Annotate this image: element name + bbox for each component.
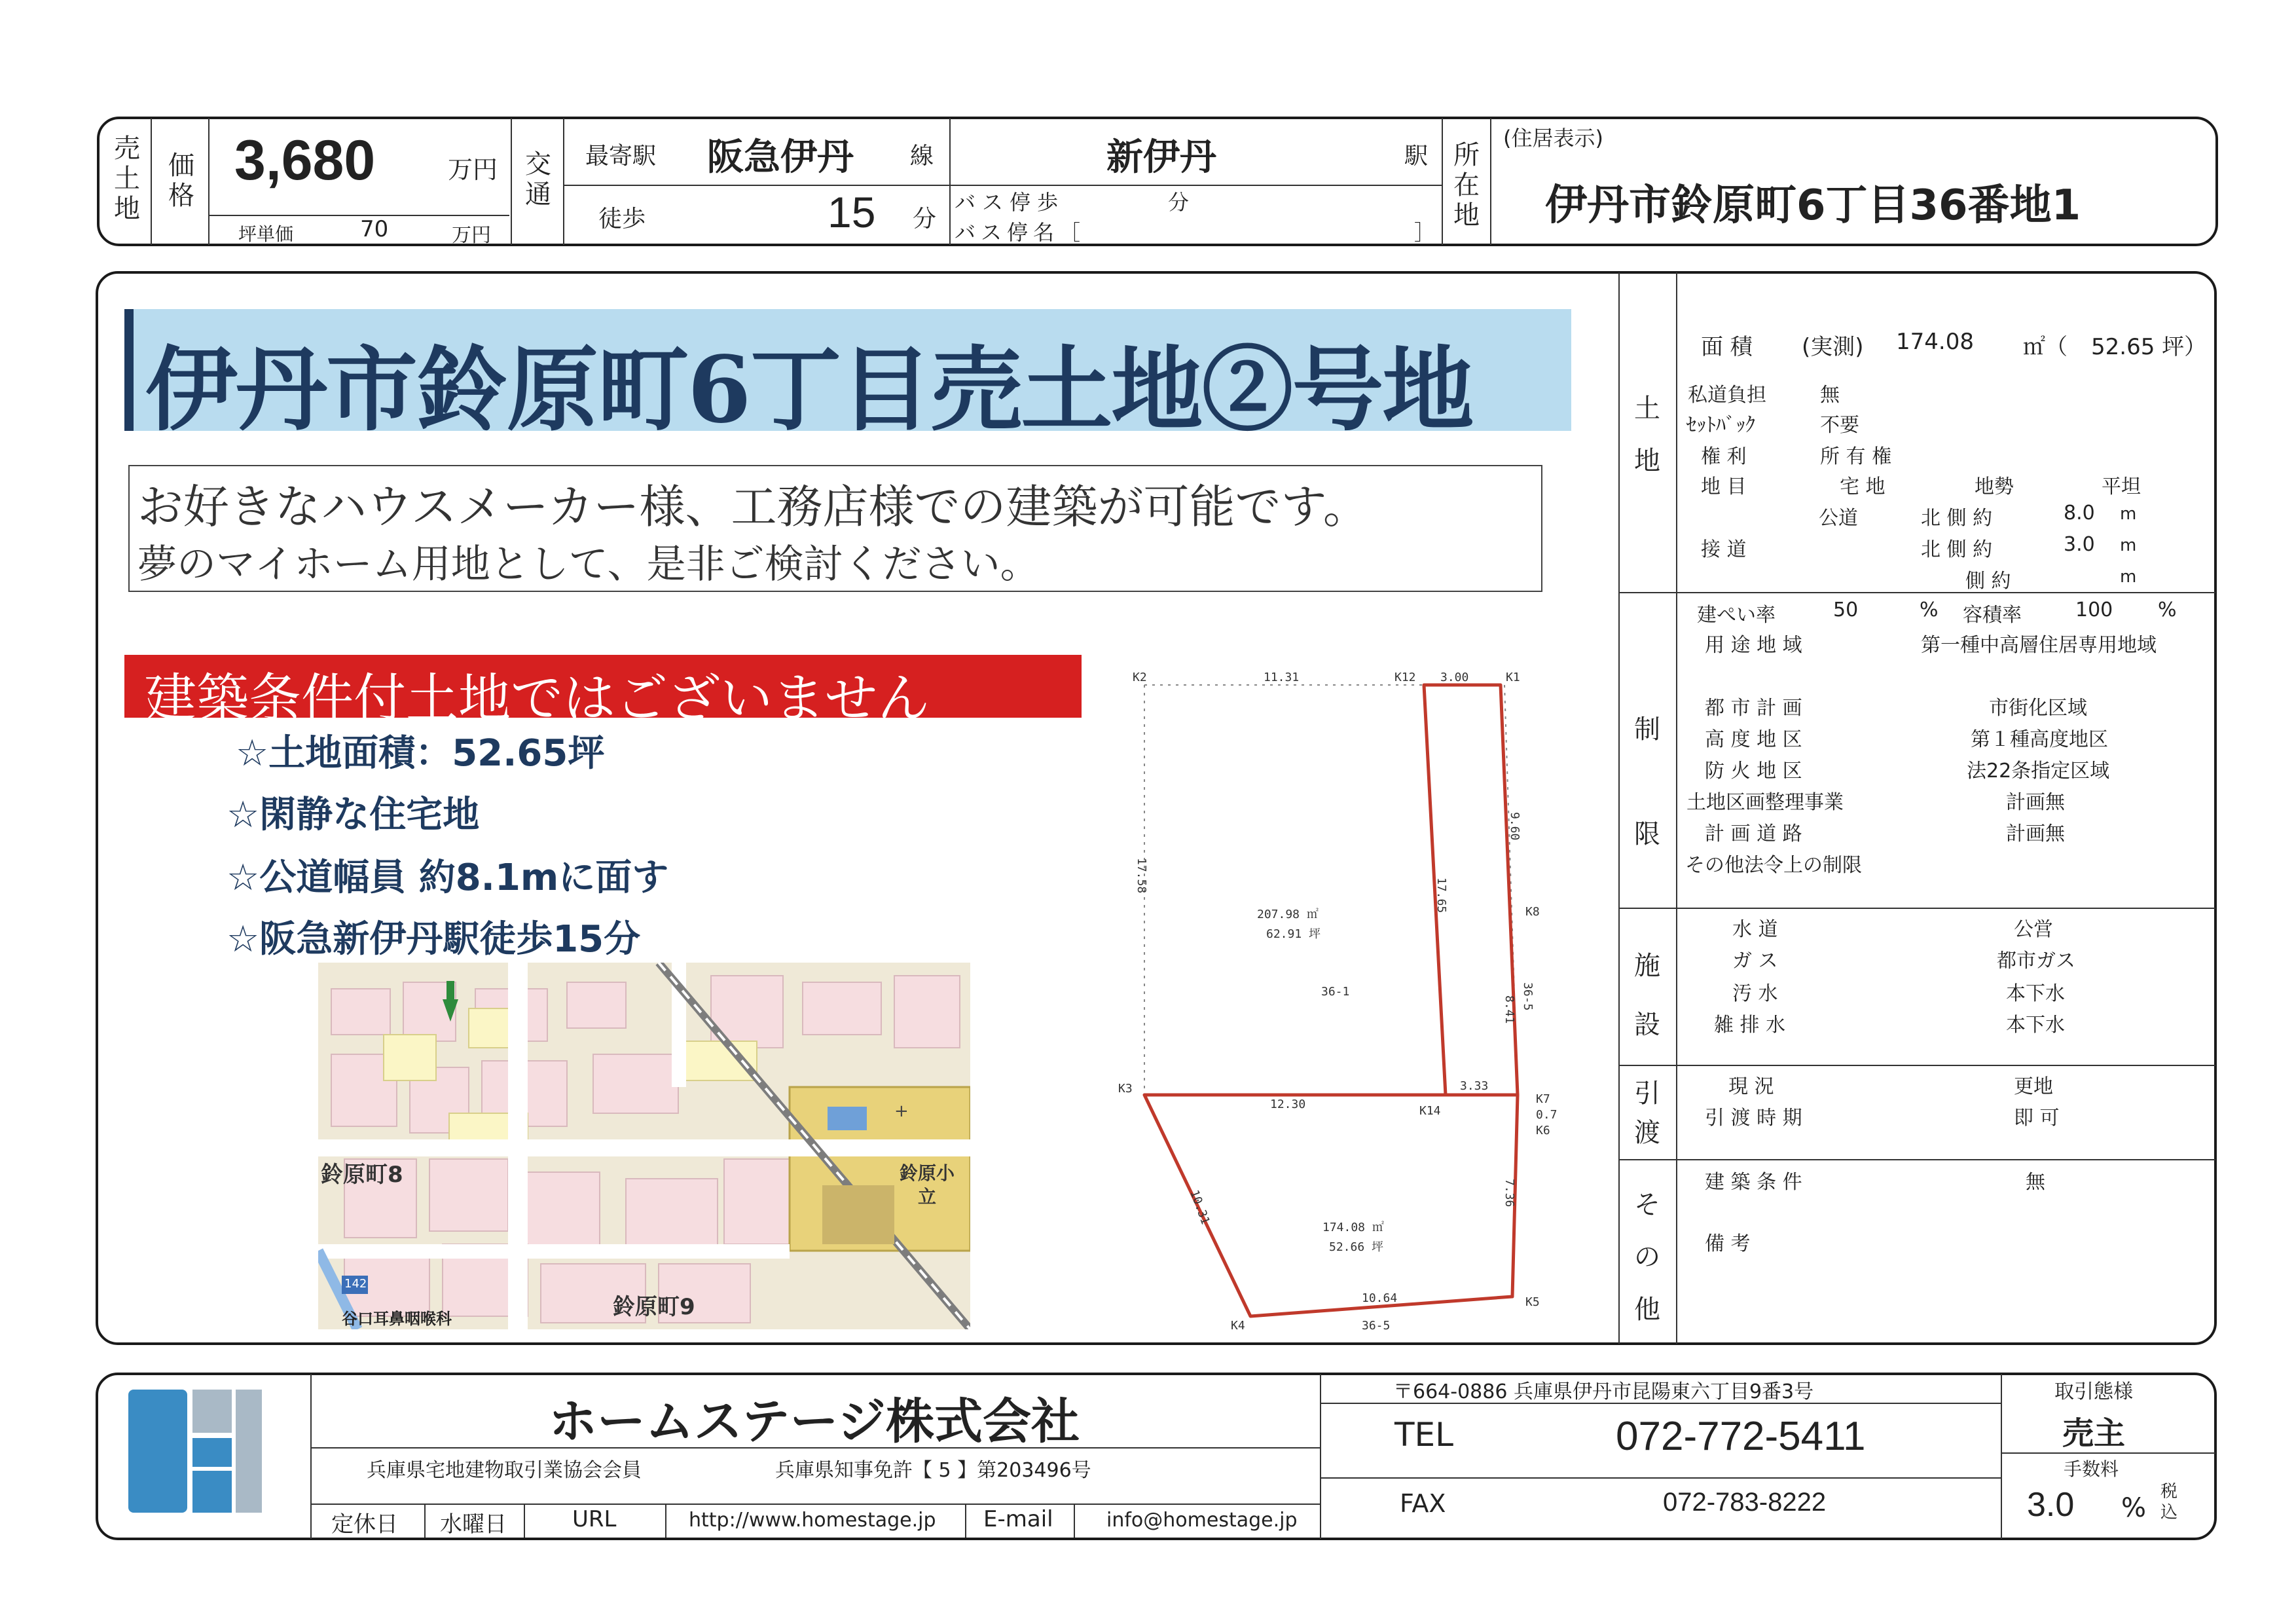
height-value: 第１種高度地区 xyxy=(1971,728,2108,751)
deal-label: 取引態様 xyxy=(2054,1380,2133,1403)
survey-label: K5 xyxy=(1525,1295,1540,1309)
footer-divider xyxy=(1074,1504,1075,1538)
landcat-value: 宅 地 xyxy=(1840,475,1886,498)
water-label: 水 道 xyxy=(1732,918,1778,941)
fee-value: 3.0 xyxy=(2027,1486,2075,1524)
email-label: E-mail xyxy=(983,1506,1053,1532)
road-unit-2: m xyxy=(2120,536,2137,555)
private-road-label: 私道負担 xyxy=(1688,384,1766,407)
footer-divider xyxy=(310,1504,1320,1505)
bus-name-close: ］ xyxy=(1414,220,1436,245)
company-address: 〒664-0886 兵庫県伊丹市昆陽東六丁目9番3号 xyxy=(1393,1380,1814,1403)
spec-divider xyxy=(1618,908,2215,909)
setback-label: ｾｯﾄﾊﾞｯｸ xyxy=(1686,414,1755,437)
station-suffix: 駅 xyxy=(1404,143,1429,170)
plannedroad-label: 計 画 道 路 xyxy=(1705,822,1802,845)
usezone-label: 用 途 地 域 xyxy=(1705,634,1802,657)
handover-time-value: 即 可 xyxy=(2014,1107,2060,1130)
feature-item: ☆公道幅員 約8.1mに面す xyxy=(227,857,669,899)
tax-note: 税込 xyxy=(2160,1482,2178,1522)
area-unit: ㎡（ xyxy=(2023,334,2068,360)
tsubo-label: 坪単価 xyxy=(238,223,294,245)
tel-label: TEL xyxy=(1394,1416,1453,1454)
far-label: 容積率 xyxy=(1963,604,2022,627)
rights-label: 権 利 xyxy=(1701,445,1747,468)
survey-label: K8 xyxy=(1525,905,1540,919)
status-label: 現 況 xyxy=(1728,1075,1774,1098)
bus-walk-label: バス停歩 xyxy=(955,190,1065,215)
map-label-school: 鈴原小 xyxy=(900,1162,955,1184)
survey-dim: 3.33 xyxy=(1460,1079,1489,1093)
survey-dim: 8.41 xyxy=(1503,995,1516,1024)
survey-lot: 36-1 xyxy=(1321,985,1350,999)
footer-divider xyxy=(424,1504,426,1538)
footer-divider xyxy=(524,1504,525,1538)
survey-plot xyxy=(1113,661,1584,1342)
footer-divider xyxy=(1320,1477,2001,1479)
banner-text: 建築条件付土地ではございません xyxy=(144,668,930,729)
access-label: 接 道 xyxy=(1701,538,1747,561)
plannedroad-value: 計画無 xyxy=(2006,822,2065,845)
survey-label: K7 xyxy=(1536,1092,1550,1106)
handover-time-label: 引 渡 時 期 xyxy=(1705,1107,1802,1130)
remarks-label: 備 考 xyxy=(1705,1232,1751,1255)
price-unit: 万円 xyxy=(448,155,498,184)
divider xyxy=(208,215,509,216)
bus-name-label: バス停名［ xyxy=(955,220,1086,245)
map-label-clinic: 谷口耳鼻咽喉科 xyxy=(342,1310,452,1328)
divider xyxy=(151,118,152,245)
survey-lot: 36-5 xyxy=(1521,982,1535,1011)
divider xyxy=(949,118,951,245)
map-label-area-9: 鈴原町9 xyxy=(613,1294,695,1320)
survey-area: 207.98 ㎡ xyxy=(1257,908,1319,921)
footer-divider xyxy=(310,1374,312,1539)
water-value: 公営 xyxy=(2014,918,2053,941)
holiday-value: 水曜日 xyxy=(440,1511,507,1538)
feature-item: ☆阪急新伊丹駅徒歩15分 xyxy=(227,918,641,961)
footer-divider xyxy=(965,1504,966,1538)
survey-area: 62.91 坪 xyxy=(1266,927,1321,941)
bcr-value: 50 xyxy=(1833,599,1859,621)
sewage-label: 汚 水 xyxy=(1732,982,1778,1005)
gas-label: ガ ス xyxy=(1732,950,1778,972)
road-side-3: 側 約 xyxy=(1965,570,2011,593)
survey-area: 52.66 坪 xyxy=(1329,1240,1384,1254)
survey-label: K3 xyxy=(1118,1082,1133,1096)
tsubo-unit: 万円 xyxy=(452,224,491,247)
survey-dim: 7.36 xyxy=(1503,1179,1516,1208)
url-link[interactable]: http://www.homestage.jp xyxy=(689,1509,936,1532)
feature-item: ☆閑静な住宅地 xyxy=(227,794,480,836)
map-drawing xyxy=(318,963,970,1329)
transport-label: 交通 xyxy=(525,149,551,210)
company-name: ホームステージ株式会社 xyxy=(549,1393,1080,1450)
land-section-label: 土地 xyxy=(1634,394,1660,476)
map-label-route: 142 xyxy=(344,1277,367,1291)
bcr-pct: % xyxy=(1920,599,1939,621)
map-label-area-8: 鈴原町8 xyxy=(321,1162,403,1188)
survey-dim: 12.30 xyxy=(1270,1098,1306,1111)
bcr-label: 建ぺい率 xyxy=(1697,604,1776,627)
intro-line-1: お好きなハウスメーカー様、工務店様での建築が可能です。 xyxy=(137,480,1369,534)
survey-dim: 9.60 xyxy=(1508,812,1522,841)
other-section-label: その他 xyxy=(1634,1190,1660,1325)
road-width-2: 3.0 xyxy=(2064,533,2095,556)
setback-value: 不要 xyxy=(1820,414,1859,437)
footer-divider xyxy=(310,1447,1320,1449)
survey-dim: 10.31 xyxy=(1187,1188,1212,1227)
spec-divider xyxy=(1618,592,2215,593)
survey-dim: 17.58 xyxy=(1135,858,1148,894)
readjust-label: 土地区画整理事業 xyxy=(1686,791,1844,814)
bus-walk-unit: 分 xyxy=(1168,190,1190,215)
other-law-label: その他法令上の制限 xyxy=(1685,854,1862,877)
footer-divider xyxy=(1320,1403,2001,1404)
terrain-label: 地勢 xyxy=(1975,475,2014,498)
area-tsubo: 52.65 坪） xyxy=(2091,334,2207,360)
email-link[interactable]: info@homestage.jp xyxy=(1106,1509,1298,1532)
survey-label: K2 xyxy=(1133,671,1147,684)
footer-divider xyxy=(1320,1374,1321,1539)
survey-dim: 3.00 xyxy=(1440,671,1469,684)
road-unit-1: m xyxy=(2120,504,2137,524)
location-label: 所在地 xyxy=(1453,140,1480,231)
divider xyxy=(1490,118,1491,245)
type-label: 売土地 xyxy=(114,134,140,224)
association: 兵庫県宅地建物取引業協会会員 xyxy=(367,1459,642,1482)
address-note: (住居表示) xyxy=(1503,126,1603,151)
spec-divider xyxy=(1618,272,1620,1344)
gas-value: 都市ガス xyxy=(1997,950,2075,972)
survey-dim: 0.7 xyxy=(1536,1108,1558,1122)
condition-value: 無 xyxy=(2026,1171,2045,1194)
feature-item: ☆土地面積：52.65坪 xyxy=(236,732,605,775)
road-type: 公道 xyxy=(1819,507,1858,530)
intro-line-2: 夢のマイホーム用地として、是非ご検討ください。 xyxy=(137,542,1040,587)
tsubo-value: 70 xyxy=(360,216,389,242)
divider xyxy=(208,118,210,245)
survey-label: K6 xyxy=(1536,1124,1550,1137)
deal-value: 売主 xyxy=(2062,1415,2126,1452)
area-label: 面 積 xyxy=(1701,334,1753,360)
condition-label: 建 築 条 件 xyxy=(1705,1171,1802,1194)
divider xyxy=(511,118,512,245)
far-pct: % xyxy=(2158,599,2177,621)
status-value: 更地 xyxy=(2014,1075,2053,1098)
usezone-value: 第一種中高層住居専用地域 xyxy=(1921,634,2157,657)
spec-divider xyxy=(1618,1065,2215,1066)
footer-divider xyxy=(2001,1374,2002,1539)
line-name: 阪急伊丹 xyxy=(707,136,854,179)
survey-dim: 11.31 xyxy=(1264,671,1300,684)
svg-text:+: + xyxy=(894,1101,909,1121)
walk-unit: 分 xyxy=(913,206,937,232)
road-unit-3: m xyxy=(2120,567,2137,587)
title-accent-bar xyxy=(124,309,134,431)
tel-number[interactable]: 072-772-5411 xyxy=(1616,1414,1866,1459)
nearest-station-label: 最寄駅 xyxy=(585,143,657,170)
sewage-value: 本下水 xyxy=(2006,982,2065,1005)
holiday-label: 定休日 xyxy=(331,1511,398,1538)
map-label-school-2: 立 xyxy=(918,1186,937,1208)
price-value: 3,680 xyxy=(234,129,376,192)
drain-value: 本下水 xyxy=(2006,1014,2065,1037)
fax-label: FAX xyxy=(1400,1489,1446,1518)
station-name: 新伊丹 xyxy=(1106,136,1216,179)
handover-section-label: 引渡 xyxy=(1634,1079,1660,1148)
line-suffix: 線 xyxy=(910,143,934,170)
spec-divider xyxy=(1618,1159,2215,1160)
private-road-value: 無 xyxy=(1820,384,1840,407)
address: 伊丹市鈴原町6丁目36番地1 xyxy=(1545,181,2081,230)
drain-label: 雑 排 水 xyxy=(1714,1014,1786,1037)
divider xyxy=(563,118,564,245)
road-width-1: 8.0 xyxy=(2064,502,2095,525)
cityplan-value: 市街化区域 xyxy=(1989,697,2087,720)
road-north-2: 北 側 約 xyxy=(1921,538,1993,561)
license: 兵庫県知事免許【 5 】第203496号 xyxy=(775,1459,1091,1482)
survey-lot: 36-5 xyxy=(1362,1319,1391,1333)
fire-label: 防 火 地 区 xyxy=(1705,760,1802,783)
spec-divider xyxy=(1676,272,1677,1344)
url-label: URL xyxy=(572,1506,617,1532)
fee-label: 手数料 xyxy=(2064,1458,2119,1480)
facility-section-label: 施設 xyxy=(1634,951,1660,1040)
road-north-1: 北 側 約 xyxy=(1921,507,1993,530)
walk-label: 徒歩 xyxy=(598,206,646,232)
landcat-label: 地 目 xyxy=(1701,475,1747,498)
rights-value: 所 有 権 xyxy=(1820,445,1892,468)
far-value: 100 xyxy=(2075,599,2113,621)
divider xyxy=(1442,118,1443,245)
height-label: 高 度 地 区 xyxy=(1705,728,1802,751)
footer-divider xyxy=(2001,1452,2215,1454)
terrain-value: 平坦 xyxy=(2102,475,2141,498)
area-note: (実測) xyxy=(1802,334,1864,360)
survey-label: K1 xyxy=(1506,671,1520,684)
area-m2: 174.08 xyxy=(1896,329,1974,355)
page-title: 伊丹市鈴原町6丁目売土地②号地 xyxy=(145,337,1473,444)
survey-label: K14 xyxy=(1419,1104,1441,1118)
location-map xyxy=(318,963,970,1329)
readjust-value: 計画無 xyxy=(2006,791,2065,814)
cityplan-label: 都 市 計 画 xyxy=(1705,697,1802,720)
fire-value: 法22条指定区域 xyxy=(1967,760,2110,783)
company-logo xyxy=(128,1390,279,1514)
walk-value: 15 xyxy=(828,188,876,236)
survey-label: K12 xyxy=(1394,671,1416,684)
fax-number: 072-783-8222 xyxy=(1663,1488,1827,1517)
survey-label: K4 xyxy=(1231,1319,1245,1333)
survey-dim: 17.65 xyxy=(1434,877,1448,913)
fee-pct: % xyxy=(2121,1493,2147,1523)
price-label: 価格 xyxy=(168,151,194,211)
survey-dim: 10.64 xyxy=(1362,1291,1398,1305)
restrict-section-label: 制限 xyxy=(1634,714,1660,849)
survey-area: 174.08 ㎡ xyxy=(1322,1221,1384,1234)
footer-divider xyxy=(665,1504,666,1538)
